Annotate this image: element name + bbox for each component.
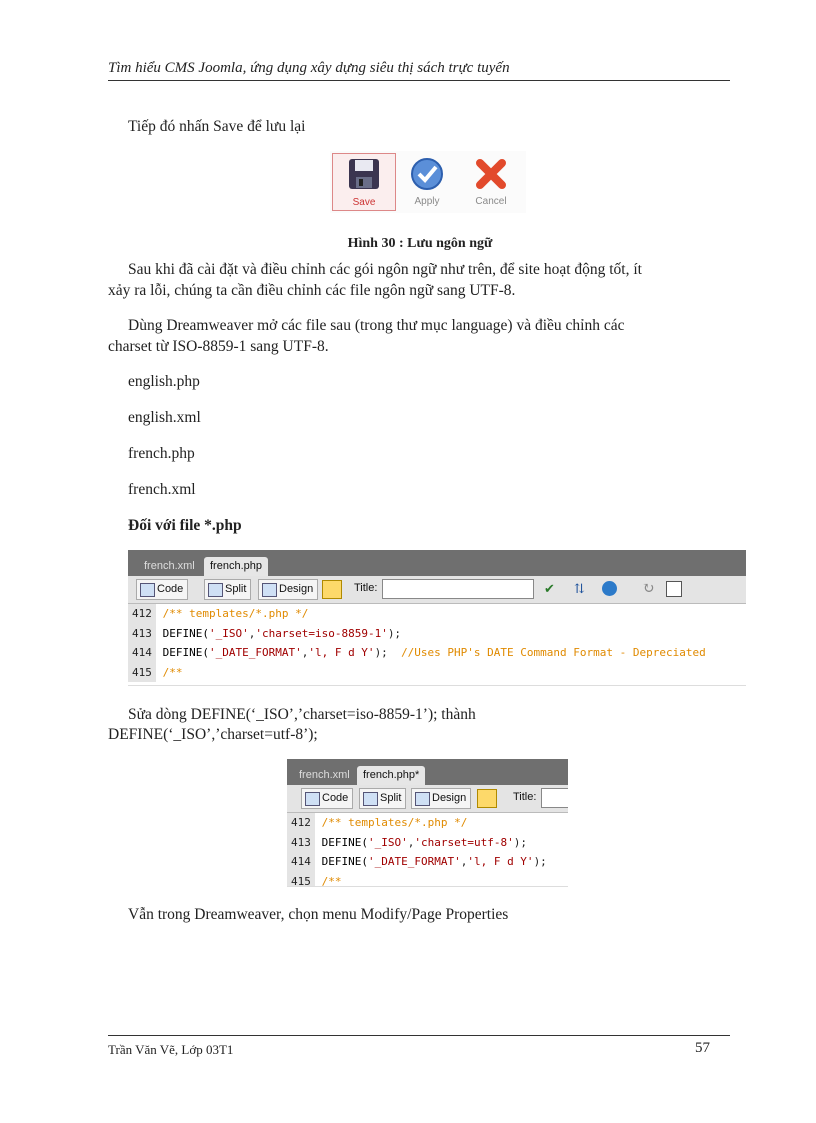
split-view-button[interactable]: Split — [204, 579, 251, 600]
code-line: 414 DEFINE('_DATE_FORMAT','l, F d Y'); — [287, 852, 568, 872]
code-area[interactable] — [128, 604, 746, 682]
code-line: 414 DEFINE('_DATE_FORMAT','l, F d Y'); //Uses PHP's DATE Command Format - Depreciated — [128, 643, 746, 663]
cancel-x-icon — [474, 157, 508, 191]
paragraph-1-line-1: Sau khi đã cài đặt và điều chỉnh các gói ngôn ngữ như trên, để site hoạt động tốt, ít — [128, 261, 642, 278]
editor-screenshot-before — [128, 550, 746, 686]
save-toolbar-figure — [330, 151, 526, 213]
save-label: Save — [352, 197, 376, 208]
split-view-icon — [208, 583, 223, 597]
tab-french-php[interactable]: french.php* — [357, 766, 425, 785]
intro-text: Tiếp đó nhấn Save để lưu lại — [128, 118, 306, 135]
php-section-heading: Đối với file *.php — [128, 517, 242, 534]
editor-tab-bar — [287, 759, 568, 785]
cancel-label: Cancel — [475, 196, 507, 207]
code-area[interactable] — [287, 813, 568, 887]
code-line: 415 /** — [128, 663, 746, 683]
view-options-icon[interactable] — [666, 581, 682, 597]
design-view-button[interactable]: Design — [411, 788, 471, 809]
code-line: 412 /** templates/*.php */ — [128, 604, 746, 624]
tab-french-php[interactable]: french.php — [204, 557, 268, 576]
design-view-icon — [415, 792, 430, 806]
running-header: Tìm hiểu CMS Joomla, ứng dụng xây dựng siêu thị sách trực tuyến — [108, 60, 510, 76]
title-input[interactable] — [382, 579, 534, 599]
fix-instruction-line-2: DEFINE(‘_ISO’,’charset=utf-8’); — [108, 726, 318, 743]
editor-toolbar — [128, 576, 746, 604]
split-view-icon — [363, 792, 378, 806]
design-view-button[interactable]: Design — [258, 579, 318, 600]
split-view-button[interactable]: Split — [359, 788, 406, 809]
fix-instruction-line-1: Sửa dòng DEFINE(‘_ISO’,’charset=iso-8859-1’); thành — [128, 706, 476, 723]
design-view-icon — [262, 583, 277, 597]
code-line: 413 DEFINE('_ISO','charset=utf-8'); — [287, 833, 568, 853]
final-instruction: Vẫn trong Dreamweaver, chọn menu Modify/Page Properties — [128, 906, 509, 923]
code-view-icon — [140, 583, 155, 597]
code-view-button[interactable]: Code — [136, 579, 188, 600]
refresh-icon[interactable]: ↻ — [642, 581, 655, 597]
paragraph-1-line-2: xảy ra lỗi, chúng ta cần điều chỉnh các file ngôn ngữ sang UTF-8. — [108, 282, 516, 299]
header-rule — [108, 80, 730, 81]
cancel-button[interactable] — [460, 153, 522, 209]
file-item: english.xml — [128, 409, 201, 426]
tab-french-xml[interactable]: french.xml — [144, 560, 195, 572]
file-item: french.php — [128, 445, 195, 462]
apply-button[interactable] — [396, 153, 458, 209]
preview-globe-icon[interactable] — [602, 581, 617, 596]
footer-author: Trần Văn Vẽ, Lớp 03T1 — [108, 1042, 234, 1057]
file-management-icon[interactable]: ⇅ — [574, 581, 585, 596]
editor-tab-bar — [128, 550, 746, 576]
code-line: 413 DEFINE('_ISO','charset=iso-8859-1'); — [128, 624, 746, 644]
paragraph-2-line-2: charset từ ISO-8859-1 sang UTF-8. — [108, 338, 329, 355]
file-item: english.php — [128, 373, 200, 390]
code-view-button[interactable]: Code — [301, 788, 353, 809]
figure-caption: Hình 30 : Lưu ngôn ngữ — [347, 236, 493, 251]
editor-screenshot-after — [287, 759, 568, 887]
checkmark-icon — [410, 157, 444, 191]
title-input[interactable] — [541, 788, 568, 808]
code-line: 415 /** — [287, 872, 568, 888]
file-item: french.xml — [128, 481, 196, 498]
apply-label: Apply — [414, 196, 440, 207]
page-number: 57 — [695, 1040, 710, 1056]
code-line: 412 /** templates/*.php */ — [287, 813, 568, 833]
editor-toolbar — [287, 785, 568, 813]
live-view-icon[interactable] — [322, 580, 342, 599]
tab-french-xml[interactable]: french.xml — [299, 769, 350, 781]
footer-rule — [108, 1035, 730, 1036]
title-label: Title: — [354, 582, 378, 594]
floppy-disk-icon — [347, 158, 381, 190]
paragraph-2-line-1: Dùng Dreamweaver mở các file sau (trong thư mục language) và điều chỉnh các — [128, 317, 625, 334]
save-button[interactable] — [332, 153, 396, 211]
code-view-icon — [305, 792, 320, 806]
live-view-icon[interactable] — [477, 789, 497, 808]
title-label: Title: — [513, 791, 537, 803]
check-browser-icon[interactable]: ✔ — [544, 581, 555, 596]
